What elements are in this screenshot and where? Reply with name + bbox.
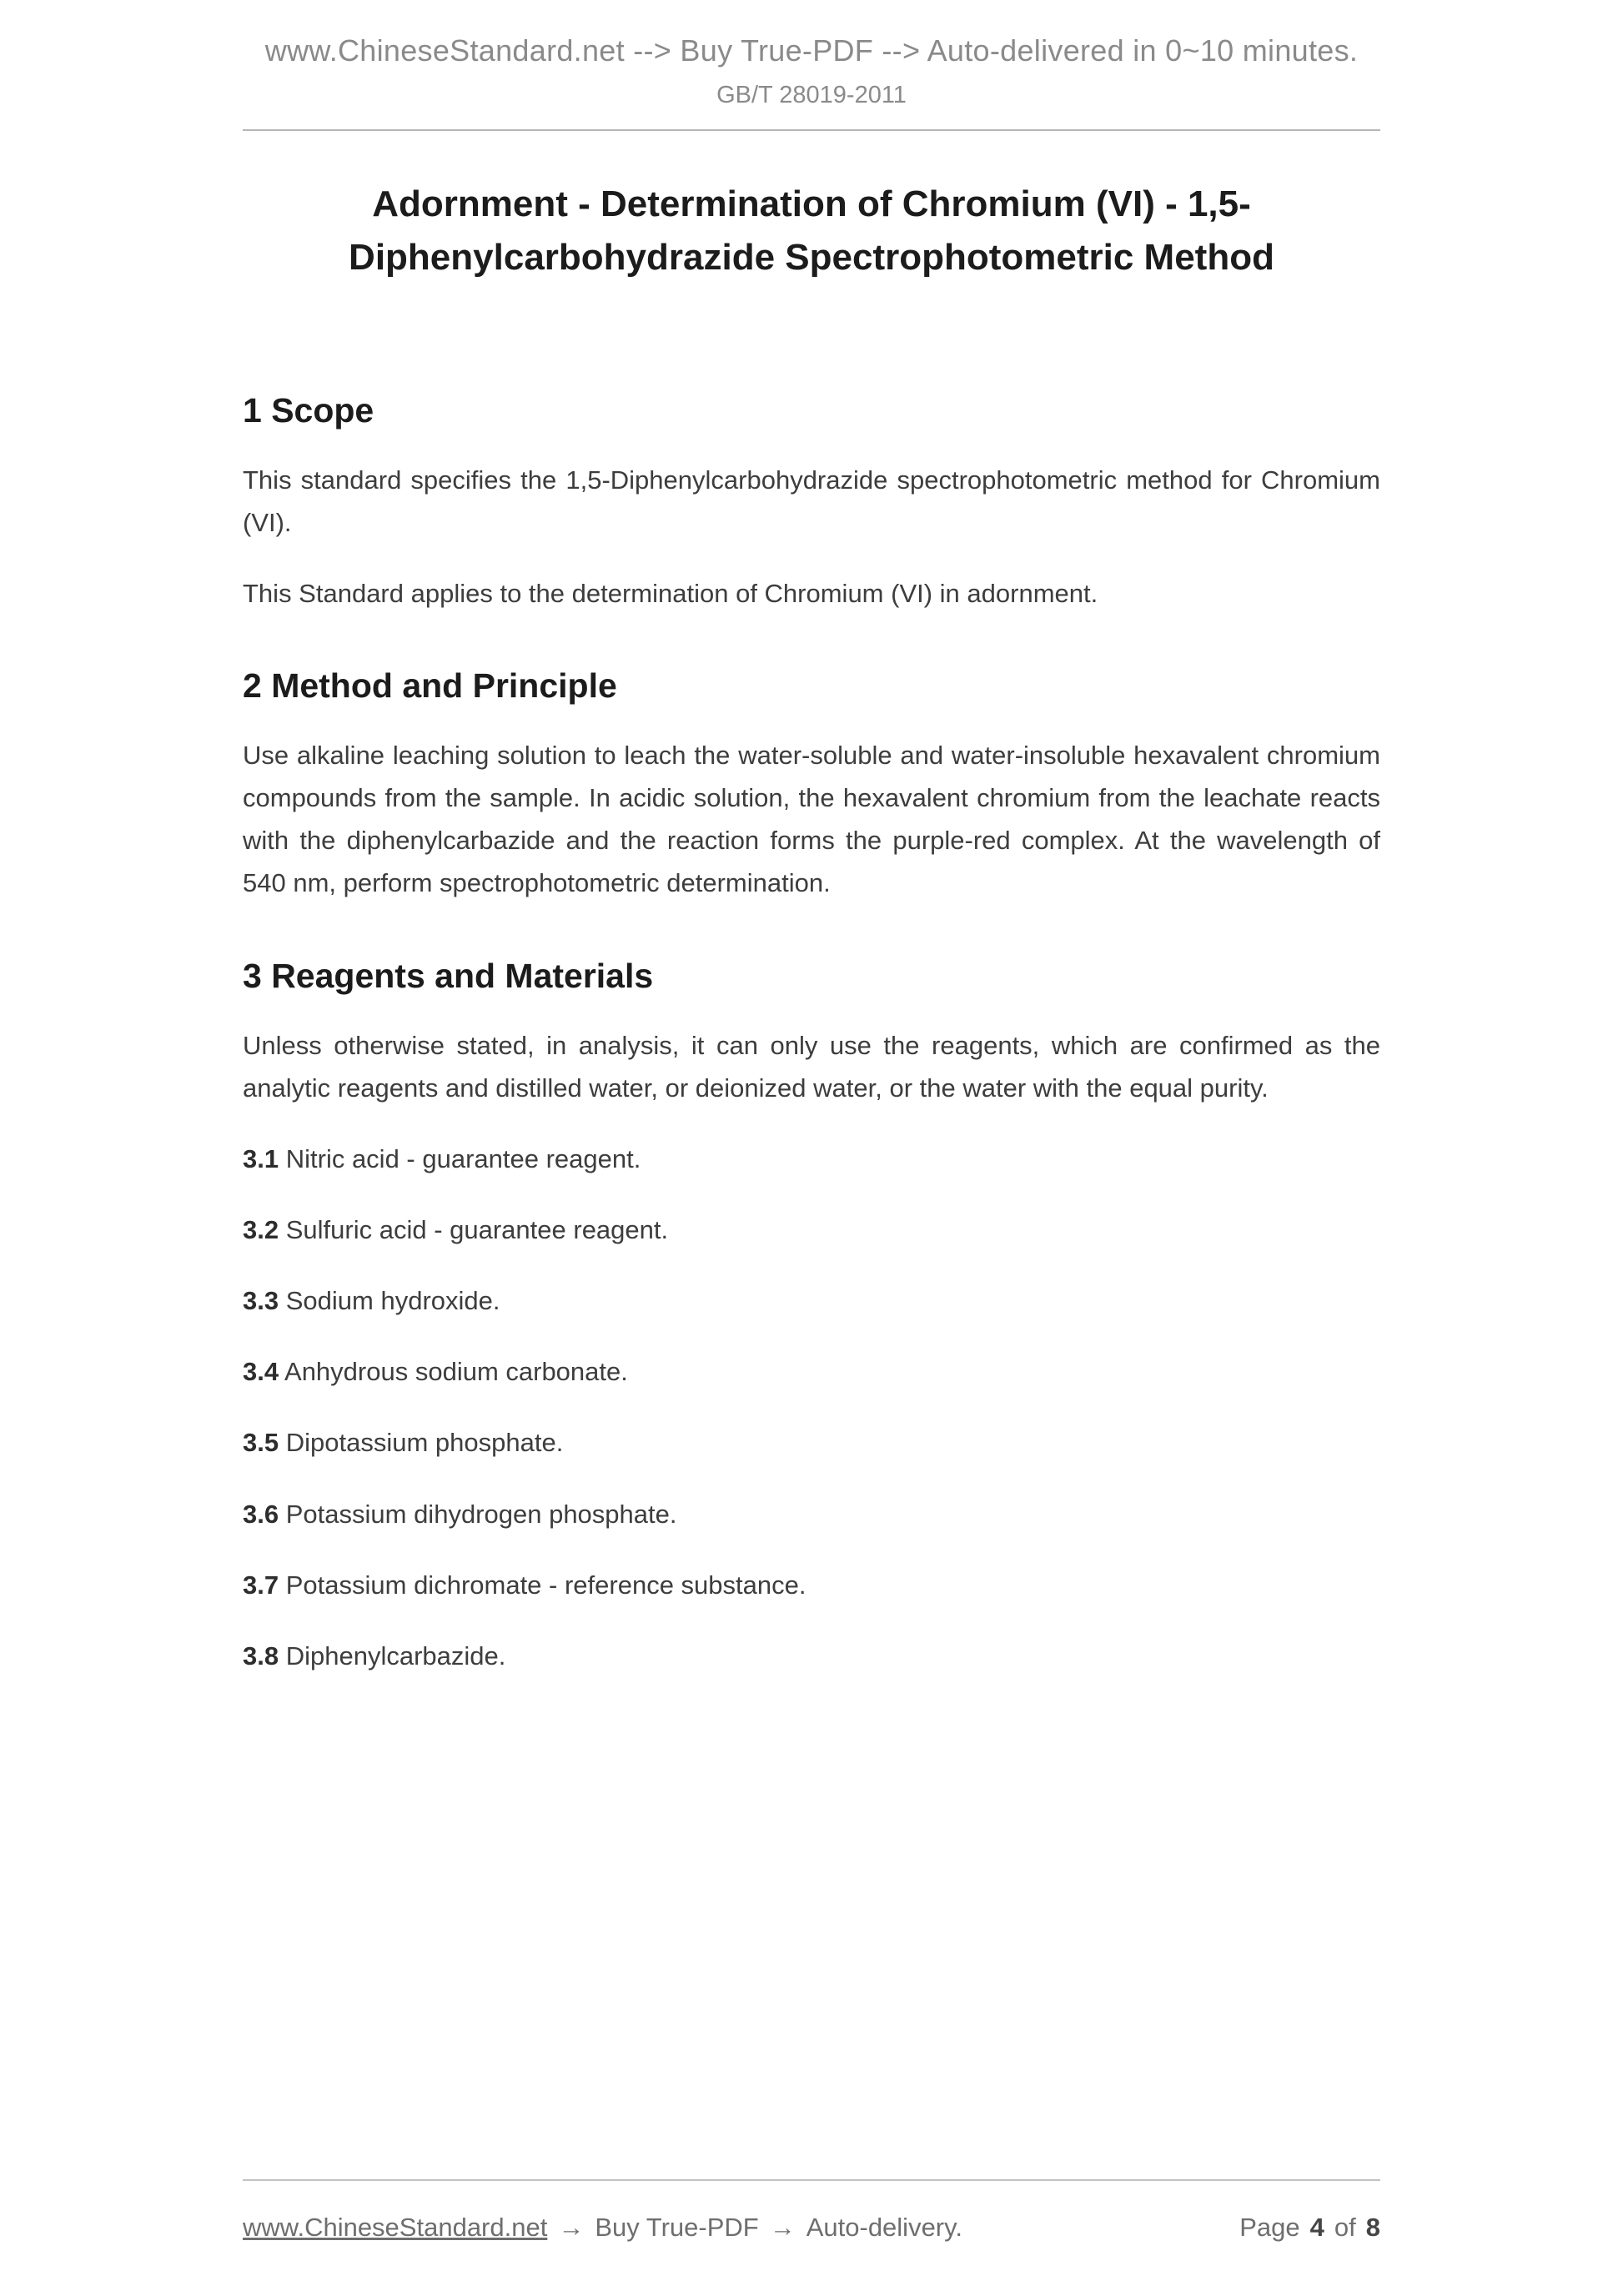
reagent-text: Potassium dihydrogen phosphate. xyxy=(285,1499,677,1529)
reagent-text: Sodium hydroxide. xyxy=(285,1286,500,1316)
method-paragraph: Use alkaline leaching solution to leach the water-soluble and water-insoluble hexavalent chromium compounds from the sample. In acidic solution, the hexavalent chromium from the leachate reacts with the diphenylcarbazide and the reaction forms the purple-red complex. At the wavelength of 540 nm, perform spectrophotometric determination. xyxy=(243,741,1380,898)
page-label: Page xyxy=(1239,2213,1300,2242)
reagent-item-3 xyxy=(243,1279,1380,1322)
reagent-text: Dipotassium phosphate. xyxy=(285,1428,564,1458)
standard-number: GB/T 28019-2011 xyxy=(716,82,907,108)
current-page-number: 4 xyxy=(1309,2213,1324,2242)
reagent-number: 3.6 xyxy=(243,1499,279,1529)
document-title-line1: Adornment - Determination of Chromium (VI) - 1,5- xyxy=(372,183,1251,224)
of-label: of xyxy=(1334,2213,1356,2242)
reagent-number: 3.5 xyxy=(243,1428,279,1458)
footer-site-link[interactable]: www.ChineseStandard.net xyxy=(243,2213,548,2242)
reagent-item-7 xyxy=(243,1564,1380,1606)
document-title-line2: Diphenylcarbohydrazide Spectrophotometric Method xyxy=(349,236,1274,278)
page-footer xyxy=(243,2179,1380,2243)
section-heading-reagents: 3 Reagents and Materials xyxy=(243,956,654,995)
footer-row xyxy=(243,2213,1380,2243)
reagent-item-2 xyxy=(243,1208,1380,1251)
reagent-number: 3.8 xyxy=(243,1640,279,1671)
footer-site-line xyxy=(243,2213,962,2243)
reagent-text: Nitric acid - guarantee reagent. xyxy=(285,1143,641,1173)
section-heading-method: 2 Method and Principle xyxy=(243,666,617,706)
reagent-item-5 xyxy=(243,1421,1380,1464)
total-page-number: 8 xyxy=(1365,2213,1380,2242)
reagent-text: Sulfuric acid - guarantee reagent. xyxy=(285,1215,669,1244)
reagent-text: Anhydrous sodium carbonate. xyxy=(284,1357,628,1387)
footer-buy-text: Buy True-PDF xyxy=(595,2213,759,2242)
header-divider xyxy=(243,129,1380,131)
page-header xyxy=(243,33,1380,131)
reagents-intro-paragraph: Unless otherwise stated, in analysis, it can only use the reagents, which are confirmed as the analytic reagents and distilled water, or deionized water, or the water with the equal purity. xyxy=(243,1030,1380,1103)
reagent-number: 3.7 xyxy=(243,1570,279,1600)
reagent-item-8 xyxy=(243,1635,1380,1677)
reagent-number: 3.3 xyxy=(243,1286,279,1316)
header-tagline: www.ChineseStandard.net --> Buy True-PDF --> Auto-delivered in 0~10 minutes. xyxy=(264,33,1359,68)
reagent-text: Diphenylcarbazide. xyxy=(285,1640,506,1671)
reagent-number: 3.2 xyxy=(243,1215,279,1244)
right-arrow-icon: → xyxy=(558,2213,585,2242)
reagent-item-4 xyxy=(243,1350,1380,1393)
document-title xyxy=(243,178,1380,284)
page-indicator xyxy=(1239,2213,1380,2243)
scope-paragraph-1: This standard specifies the 1,5-Diphenylcarbohydrazide spectrophotometric method for Chromium (VI). xyxy=(243,465,1380,537)
section-heading-scope: 1 Scope xyxy=(243,390,374,430)
reagent-number: 3.1 xyxy=(243,1143,279,1173)
reagent-item-6 xyxy=(243,1493,1380,1535)
scope-paragraph-2: This Standard applies to the determination of Chromium (VI) in adornment. xyxy=(243,578,1098,608)
right-arrow-icon: → xyxy=(769,2213,796,2242)
reagent-text: Potassium dichromate - reference substance. xyxy=(285,1570,806,1600)
reagent-item-1 xyxy=(243,1138,1380,1180)
footer-delivery-text: Auto-delivery. xyxy=(806,2213,962,2242)
footer-divider xyxy=(243,2179,1380,2181)
reagent-number: 3.4 xyxy=(243,1357,279,1387)
